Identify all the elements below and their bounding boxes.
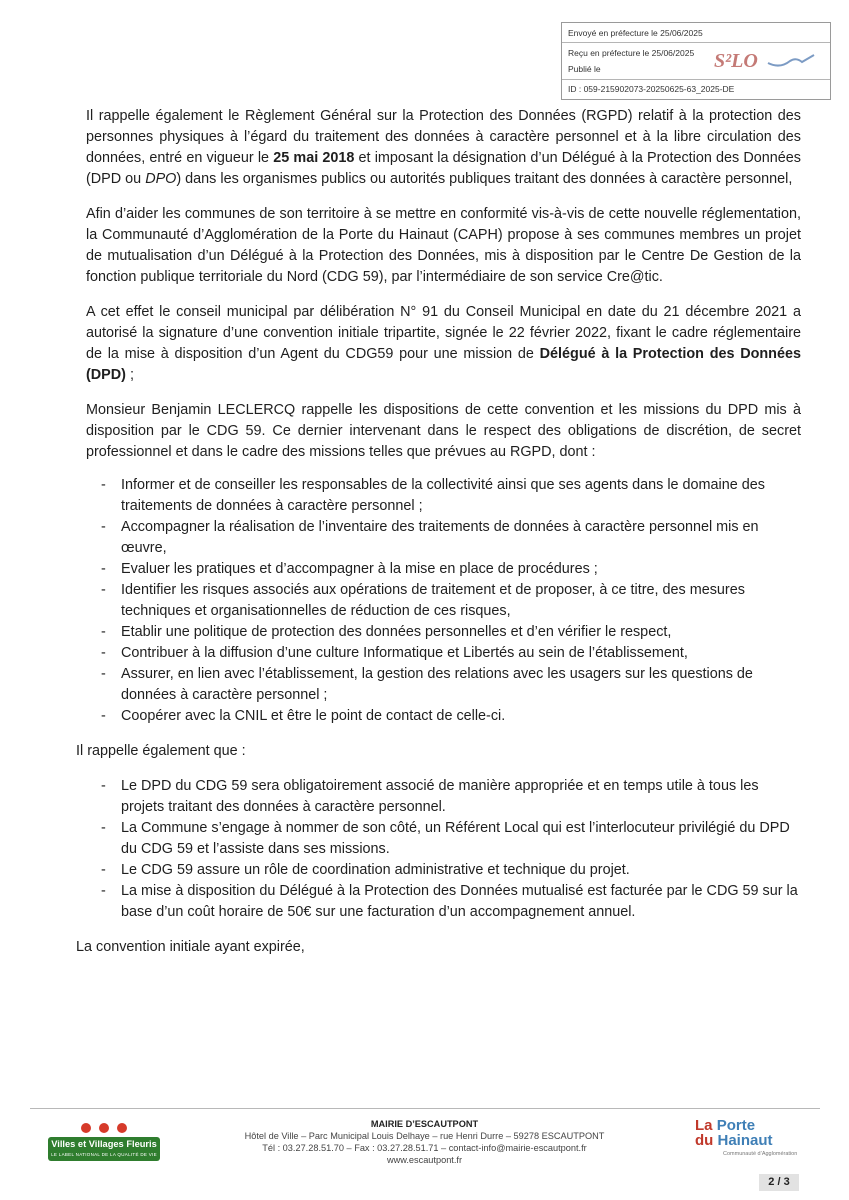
missions-list xyxy=(86,475,801,727)
page-number: 2 / 3 xyxy=(759,1174,799,1191)
paragraph-caph: Afin d’aider les communes de son territoire à se mettre en conformité vis-à-vis de cette nouvelle réglementation, la Communauté d’Agglomération de la Porte du Hainaut (CAPH) propose à ses communes membres un projet de mutualisation d’un Délégué à la Protection des Données, mis à disposition par le Centre De Gestion de la fonction publique territoriale du Nord (CDG 59), par l’intermédiaire de son service Cre@tic. xyxy=(86,206,801,285)
list-item: - Coopérer avec la CNIL et être le point de contact de celle-ci. xyxy=(121,706,801,727)
paragraph-rgpd: Il rappelle également le Règlement Général sur la Protection des Données (RGPD) relatif à la protection des personnes physiques à l’égard du traitement des données à caractère personnel et à la libre circulation des données, entré en vigueur le 25 mai 2018 et imposant la désignation d’un Délégué à la Protection des Données (DPD ou DPO) dans les organismes publics ou autorités publiques traitant des données à caractère personnel, xyxy=(86,108,801,187)
footer-title: MAIRIE D’ESCAUTPONT xyxy=(370,1119,479,1129)
paragraph-convention: La convention initiale ayant expirée, xyxy=(76,939,305,955)
villes-fleuris-sublabel: LE LABEL NATIONAL DE LA QUALITÉ DE VIE xyxy=(51,1152,157,1157)
villes-fleuris-label: Villes et Villages Fleuris xyxy=(51,1139,157,1149)
stamp-received: Reçu en préfecture le 25/06/2025 xyxy=(568,48,695,58)
paragraph-dispositions: Monsieur Benjamin LECLERCQ rappelle les dispositions de cette convention et les missions du DPD mis à disposition par le CDG 59. Ce dernier intervenant dans le respect des obligations de discrétion, de secret professionnel et dans le cadre des missions telles que prévues au RGPD, dont : xyxy=(86,402,801,460)
paragraph-deliberation: A cet effet le conseil municipal par délibération N° 91 du Conseil Municipal en date du 21 décembre 2021 a autorisé la signature d’une convention initiale tripartite, signée le 22 février 2022, fixant le cadre réglementaire de la mise à disposition d’un Agent du CDG59 pour une mission de Délégué à la Protection des Données (DPD) ; xyxy=(86,304,801,383)
points-list xyxy=(86,776,801,923)
flower-icons xyxy=(48,1119,160,1135)
s2lo-logo xyxy=(710,47,820,73)
list-item: - Contribuer à la diffusion d’une culture Informatique et Libertés au sein de l’établissement, xyxy=(121,643,801,664)
porte-logo-sublabel: Communauté d’Agglomération xyxy=(723,1151,798,1157)
villes-fleuris-logo xyxy=(48,1119,160,1163)
s2lo-logo-text: S²LO xyxy=(714,50,758,72)
list-item: - Identifier les risques associés aux opérations de traitement et de proposer, à ce titre, des mesures techniques et organisationnelles de réduction de ces risques, xyxy=(121,580,801,622)
porte-du-hainaut-logo: La Porte du Hainaut Communauté d’Agglomération xyxy=(695,1117,798,1157)
stamp-id: ID : 059-215902073-20250625-63_2025-DE xyxy=(568,84,735,94)
prefecture-stamp xyxy=(561,22,831,100)
list-item: - Assurer, en lien avec l’établissement, la gestion des relations avec les usagers sur les questions de données à caractère personnel ; xyxy=(121,664,801,706)
footer-contact: Tél : 03.27.28.51.70 – Fax : 03.27.28.51.71 – contact-info@mairie-escautpont.fr xyxy=(262,1143,587,1153)
document-body xyxy=(76,106,801,972)
list-item: - Accompagner la réalisation de l’inventaire des traitements de données à caractère personnel mis en œuvre, xyxy=(121,517,801,559)
stamp-published: Publié le xyxy=(568,64,601,74)
footer-website: www.escautpont.fr xyxy=(386,1155,463,1165)
footer-address-block xyxy=(190,1118,659,1166)
list-item: - La Commune s’engage à nommer de son côté, un Référent Local qui est l’interlocuteur privilégié du DPD du CDG 59 et l’assiste dans ses missions. xyxy=(121,818,801,860)
list-item: - Evaluer les pratiques et d’accompagner à la mise en place de procédures ; xyxy=(121,559,801,580)
list-item: - Le DPD du CDG 59 sera obligatoirement associé de manière appropriée et en temps utile à tous les projets traitant des données à caractère personnel. xyxy=(121,776,801,818)
list-item: - Le CDG 59 assure un rôle de coordination administrative et technique du projet. xyxy=(121,860,801,881)
paragraph-rappel: Il rappelle également que : xyxy=(76,743,246,759)
footer-address: Hôtel de Ville – Parc Municipal Louis Delhaye – rue Henri Durre – 59278 ESCAUTPONT xyxy=(244,1131,605,1141)
stamp-sent: Envoyé en préfecture le 25/06/2025 xyxy=(568,28,703,38)
list-item: - La mise à disposition du Délégué à la Protection des Données mutualisé est facturée par le CDG 59 sur la base d’un coût horaire de 50€ sur une facturation d’un accompagnement annuel. xyxy=(121,881,801,923)
list-item: - Etablir une politique de protection des données personnelles et d’en vérifier le respect, xyxy=(121,622,801,643)
list-item: - Informer et de conseiller les responsables de la collectivité ainsi que ses agents dans le domaine des traitements de données à caractère personnel ; xyxy=(121,475,801,517)
footer-divider xyxy=(30,1108,820,1109)
